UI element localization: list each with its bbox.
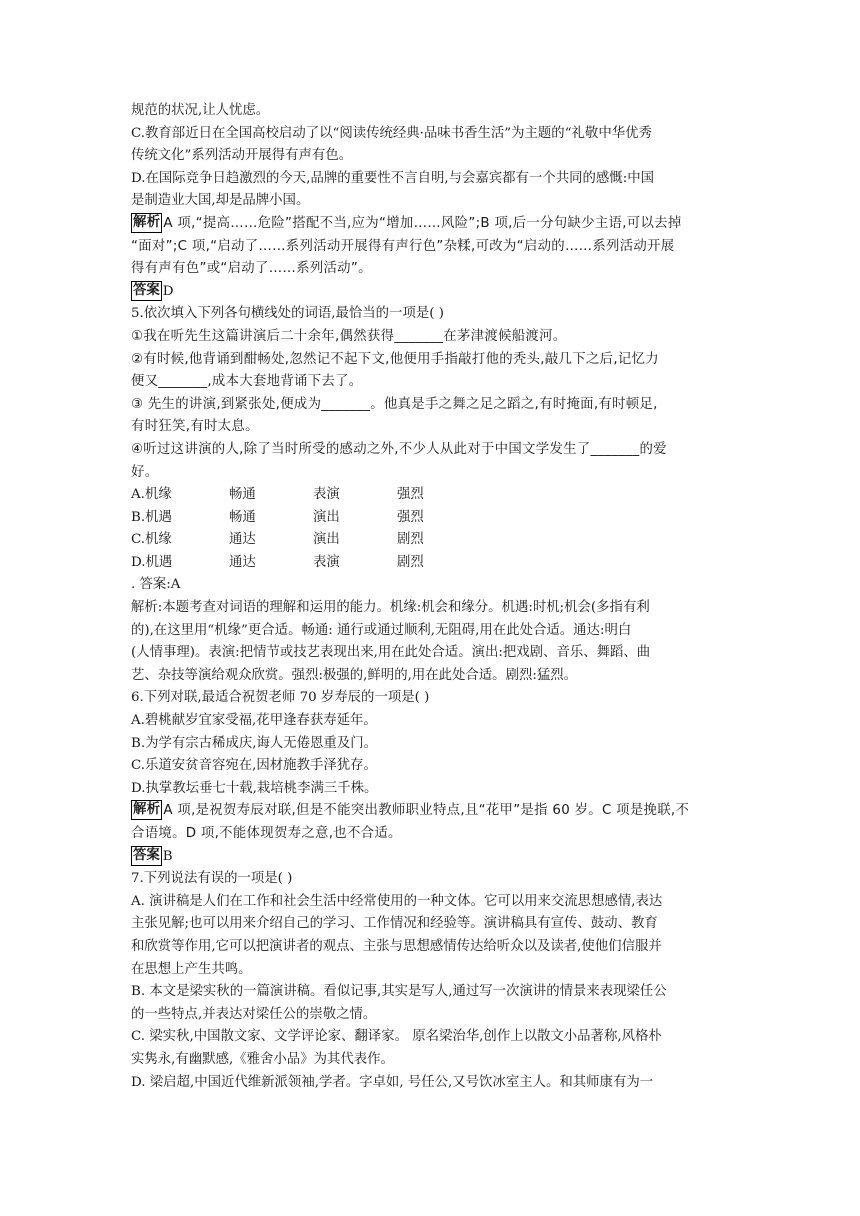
option-text: 实隽永,有幽默感,《雅舍小品》为其代表作。	[131, 1051, 394, 1067]
option-text: A. 演讲稿是人们在工作和社会生活中经常使用的一种文体。它可以用来交流思想感情,表达	[131, 893, 663, 909]
analysis-tag: 解析	[131, 213, 162, 233]
option-label: D.机遇	[131, 554, 173, 570]
analysis-text: 得有声有色”或“启动了……系列活动”。	[131, 261, 372, 277]
question-sentence: 便又_______,成本大套地背诵下去了。	[131, 374, 363, 390]
option-word: 通达	[229, 554, 256, 570]
question-6	[131, 687, 731, 868]
answer-line: . 答案:A	[131, 577, 181, 593]
analysis-text: 的),在这里用“机缘”更合适。畅通: 通行或通过顺利,无阻碍,用在此处合适。通达:明白	[131, 622, 632, 638]
analysis-text: (人情事理)。表演:把情节或技艺表现出来,用在此处合适。演出:把戏剧、音乐、舞蹈、曲	[131, 645, 651, 661]
text-line: 传统文化”系列活动开展得有声有色。	[131, 148, 353, 164]
option-word: 表演	[313, 554, 340, 570]
question-sentence: 好。	[131, 464, 159, 480]
option-text: 主张见解;也可以用来介绍自己的学习、工作情况和经验等。演讲稿具有宣传、鼓动、教育	[131, 916, 658, 932]
text-line: C.教育部近日在全国高校启动了以“阅读传统经典·品味书香生活”为主题的“礼敬中华优秀	[131, 125, 652, 141]
question-stem: 7.下列说法有误的一项是( )	[131, 871, 293, 887]
question-sentence: ④听过这讲演的人,除了当时所受的感动之外,不少人从此对于中国文学发生了_______的爱	[131, 441, 667, 457]
text-line: 是制造业大国,却是品牌小国。	[131, 193, 310, 209]
q4-answer	[131, 281, 731, 304]
option-word: 畅通	[229, 509, 256, 525]
option-text: C. 梁实秋,中国散文家、文学评论家、翻译家。 原名梁治华,创作上以散文小品著称,风格朴	[131, 1029, 662, 1045]
q4-analysis	[131, 213, 731, 281]
text-line: 规范的状况,让人忧虑。	[131, 103, 270, 118]
analysis-tag: 解析	[131, 800, 162, 820]
q4-options-continued	[131, 100, 731, 213]
option-word: 通达	[229, 532, 256, 548]
analysis-text: A 项,是祝贺寿辰对联,但是不能突出教师职业特点,且“花甲”是指 60 岁。C 项是挽联,不	[163, 803, 690, 819]
answer-value: D	[162, 283, 174, 299]
option-row-b	[131, 507, 731, 530]
option-text: C.乐道安贫音容宛在,因材施教手泽犹存。	[131, 758, 377, 774]
question-sentence: 有时狂笑,有时太息。	[131, 419, 259, 435]
option-row-d	[131, 552, 731, 575]
text-line: D.在国际竞争日趋激烈的今天,品牌的重要性不言自明,与会嘉宾都有一个共同的感慨:中国	[131, 170, 654, 186]
option-word: 表演	[313, 487, 340, 503]
answer-tag: 答案	[131, 281, 162, 301]
question-stem: 6.下列对联,最适合祝贺老师 70 岁寿辰的一项是( )	[131, 690, 430, 706]
option-text: 和欣赏等作用,它可以把演讲者的观点、主张与思想感情传达给听众以及读者,使他们信服并	[131, 938, 662, 954]
question-sentence: ①我在听先生这篇讲演后二十余年,偶然获得_______在茅津渡候船渡河。	[131, 328, 567, 344]
question-5	[131, 303, 731, 687]
option-word: 强烈	[397, 487, 424, 503]
option-row-c	[131, 529, 731, 552]
option-word: 演出	[313, 509, 340, 525]
question-sentence: ②有时候,他背诵到酣畅处,忽然记不起下文,他便用手指敲打他的秃头,敲几下之后,记忆力	[131, 351, 659, 367]
answer-tag: 答案	[131, 846, 162, 866]
analysis-text: 解析:本题考查对词语的理解和运用的能力。机缘:机会和缘分。机遇:时机;机会(多指有利	[131, 600, 650, 616]
option-text: B. 本文是梁实秋的一篇演讲稿。看似记事,其实是写人,通过写一次演讲的情景来表现梁任公	[131, 984, 667, 1000]
analysis-text: 艺、杂技等演给观众欣赏。强烈:极强的,鲜明的,用在此处合适。剧烈:猛烈。	[131, 667, 578, 683]
option-text: D.执掌教坛垂七十载,栽培桃李满三千株。	[131, 780, 378, 796]
option-word: 演出	[313, 532, 340, 548]
analysis-text: “面对”;C 项,“启动了……系列活动开展得有声行色”杂糅,可改为“启动的……系列活动开展	[131, 238, 675, 254]
question-7	[131, 868, 731, 1094]
option-label: B.机遇	[131, 509, 172, 525]
question-sentence: ③ 先生的讲演,到紧张处,便成为_______。他真是手之舞之足之蹈之,有时掩面,有时顿足,	[131, 396, 658, 412]
option-text: 在思想上产生共鸣。	[131, 961, 252, 977]
option-word: 剧烈	[397, 554, 424, 570]
option-word: 强烈	[397, 509, 424, 525]
option-label: C.机缘	[131, 532, 172, 548]
option-text: A.碧桃献岁宜家受福,花甲逢春获寿延年。	[131, 713, 377, 729]
analysis-text: A 项,“提高……危险”搭配不当,应为“增加……风险”;B 项,后一分句缺少主语,可以去掉	[163, 215, 682, 231]
question-stem: 5.依次填入下列各句横线处的词语,最恰当的一项是( )	[131, 306, 444, 322]
option-text: 的一些特点,并表达对梁任公的崇敬之情。	[131, 1006, 377, 1022]
answer-value: B	[162, 848, 173, 864]
document-page	[131, 100, 731, 1094]
option-word: 剧烈	[397, 532, 424, 548]
option-label: A.机缘	[131, 487, 172, 503]
option-word: 畅通	[229, 487, 256, 503]
option-text: B.为学有宗古稀成庆,诲人无倦恩重及门。	[131, 735, 377, 751]
option-row-a	[131, 484, 731, 507]
option-text: D. 梁启超,中国近代维新派领袖,学者。字卓如, 号任公,又号饮冰室主人。和其师康有为一	[131, 1074, 654, 1090]
analysis-text: 合语境。D 项,不能体现贺寿之意,也不合适。	[131, 826, 402, 841]
